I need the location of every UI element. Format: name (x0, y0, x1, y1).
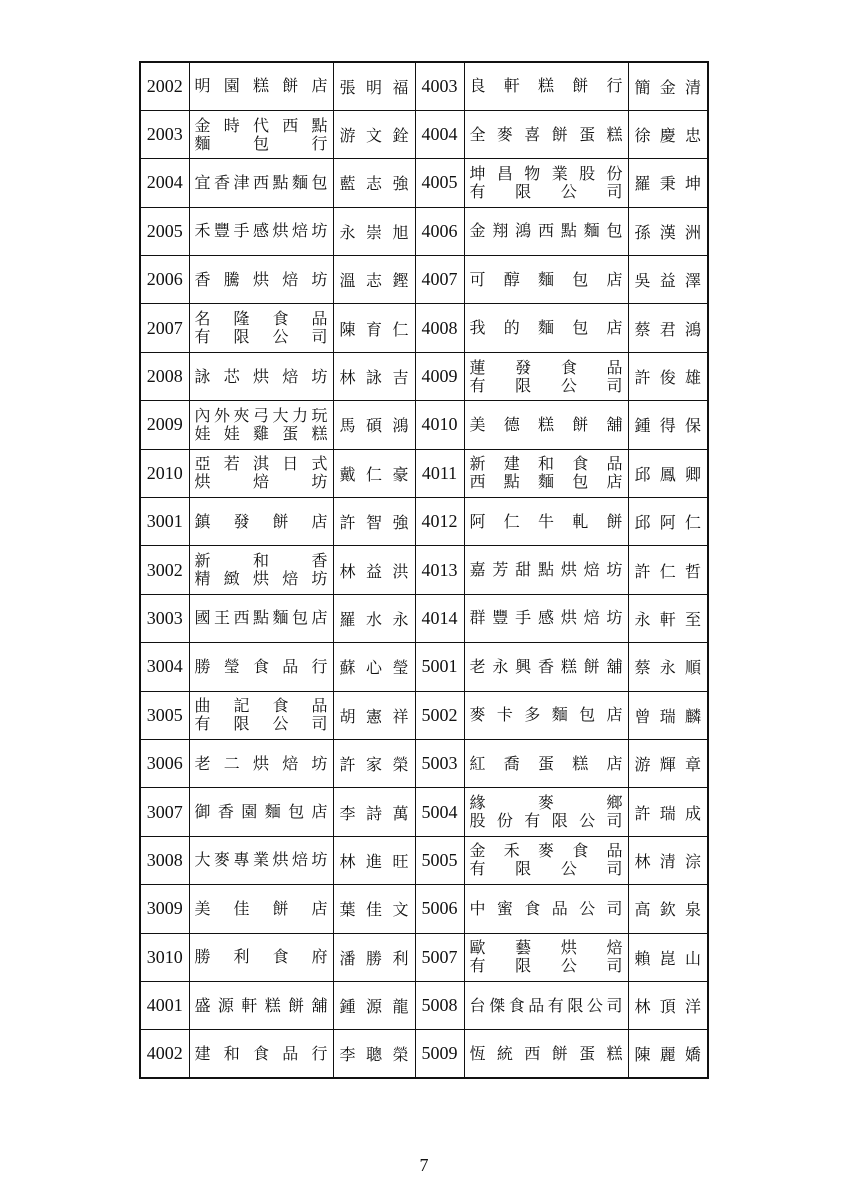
owner-name-cell: 馬碩鴻 (333, 401, 415, 449)
owner-name-cell: 游文銓 (333, 110, 415, 158)
table-row (140, 788, 708, 836)
shop-name-cell (464, 788, 628, 836)
table-row (140, 256, 708, 304)
shop-code-cell: 4011 (415, 449, 464, 497)
shop-name-line: 股份有限公司 (469, 811, 623, 831)
owner-name-cell: 溫志鏗 (333, 256, 415, 304)
shop-name-line: 建和食品行 (194, 1043, 328, 1063)
shop-name-line: 台傑食品有限公司 (469, 995, 623, 1015)
table-row (140, 594, 708, 642)
shop-name-line: 禾豐手感烘焙坊 (194, 221, 328, 241)
shop-name-line: 良軒糕餅行 (469, 76, 623, 96)
shop-name-line: 鎮發餅店 (194, 511, 328, 531)
shop-code-cell: 5004 (415, 788, 464, 836)
shop-name-cell (189, 304, 333, 352)
owner-name-cell: 陳育仁 (333, 304, 415, 352)
owner-name-cell: 葉佳文 (333, 885, 415, 933)
shop-name-line: 有限公司 (469, 859, 623, 879)
shop-name-line: 精緻烘焙坊 (194, 569, 328, 589)
owner-name-cell: 游輝章 (628, 739, 708, 787)
shop-name-line: 有限公司 (469, 375, 623, 395)
shop-name-line: 有限公司 (194, 714, 328, 734)
owner-name-cell: 永軒至 (628, 594, 708, 642)
shop-name-cell (464, 449, 628, 497)
shop-name-cell (464, 1030, 628, 1078)
table-row (140, 62, 708, 110)
shop-code-cell: 5008 (415, 981, 464, 1029)
shop-code-cell: 2002 (140, 62, 189, 110)
shop-name-cell (189, 981, 333, 1029)
owner-name-cell: 羅水永 (333, 594, 415, 642)
shop-name-line: 新建和食品 (469, 454, 623, 474)
shop-name-line: 美佳餅店 (194, 898, 328, 918)
table-row (140, 836, 708, 884)
shop-code-cell: 4006 (415, 207, 464, 255)
owner-name-cell: 許智強 (333, 498, 415, 546)
shop-code-cell: 5006 (415, 885, 464, 933)
shop-name-cell (464, 885, 628, 933)
shop-code-cell: 3008 (140, 836, 189, 884)
shop-name-cell (464, 62, 628, 110)
owner-name-cell: 孫漢洲 (628, 207, 708, 255)
shop-name-line: 中蜜食品公司 (469, 898, 623, 918)
owner-name-cell: 林清淙 (628, 836, 708, 884)
shop-name-line: 我的麵包店 (469, 318, 623, 338)
table-row (140, 449, 708, 497)
shop-code-cell: 2008 (140, 352, 189, 400)
shop-name-line: 大麥專業烘焙坊 (194, 850, 328, 870)
shop-code-cell: 2006 (140, 256, 189, 304)
shop-code-cell: 4010 (415, 401, 464, 449)
owner-name-cell: 林頂洋 (628, 981, 708, 1029)
shop-name-line: 亞若淇日式 (194, 454, 328, 474)
shop-code-cell: 5007 (415, 933, 464, 981)
shop-name-cell (189, 62, 333, 110)
shop-name-line: 勝瑩食品行 (194, 656, 328, 676)
owner-name-cell: 李詩萬 (333, 788, 415, 836)
shop-name-line: 烘焙坊 (194, 472, 328, 492)
shop-name-line: 宜香津西點麵包 (194, 172, 328, 192)
page-number: 7 (419, 1155, 429, 1175)
shop-code-cell: 4003 (415, 62, 464, 110)
shop-code-cell: 3004 (140, 643, 189, 691)
shop-name-cell (464, 836, 628, 884)
shop-code-cell: 4012 (415, 498, 464, 546)
shop-name-cell (464, 110, 628, 158)
shop-code-cell: 2009 (140, 401, 189, 449)
table-row (140, 159, 708, 207)
shop-name-line: 香騰烘焙坊 (194, 269, 328, 289)
shop-name-line: 可醇麵包店 (469, 269, 623, 289)
owner-name-cell: 許俊雄 (628, 352, 708, 400)
table-row (140, 885, 708, 933)
owner-name-cell: 邱鳳卿 (628, 449, 708, 497)
table-row (140, 110, 708, 158)
shop-code-cell: 3007 (140, 788, 189, 836)
shop-code-cell: 3001 (140, 498, 189, 546)
table-row (140, 304, 708, 352)
shop-name-line: 有限公司 (469, 956, 623, 976)
owner-name-cell: 林益洪 (333, 546, 415, 594)
shop-name-line: 阿仁牛軋餅 (469, 511, 623, 531)
shop-name-line: 蓮發食品 (469, 357, 623, 377)
shop-name-cell (464, 981, 628, 1029)
shop-name-cell (464, 207, 628, 255)
table-row (140, 739, 708, 787)
owner-name-cell: 藍志強 (333, 159, 415, 207)
shop-name-line: 有限公司 (194, 327, 328, 347)
shop-name-line: 新和香 (194, 551, 328, 571)
shop-name-line: 恆統西餅蛋糕 (469, 1043, 623, 1063)
table-row (140, 981, 708, 1029)
owner-name-cell: 胡憲祥 (333, 691, 415, 739)
shop-name-cell (189, 546, 333, 594)
shop-name-cell (189, 691, 333, 739)
shop-name-line: 內外夾弓大力玩 (194, 405, 328, 425)
shop-name-line: 坤昌物業股份 (469, 163, 623, 183)
shop-code-cell: 5005 (415, 836, 464, 884)
shop-name-cell (189, 352, 333, 400)
shop-name-cell (189, 110, 333, 158)
owner-name-cell: 徐慶忠 (628, 110, 708, 158)
shop-name-line: 麥卡多麵包店 (469, 705, 623, 725)
owner-name-cell: 高欽泉 (628, 885, 708, 933)
shop-name-cell (189, 159, 333, 207)
shop-name-line: 歐藝烘焙 (469, 938, 623, 958)
shop-name-cell (189, 594, 333, 642)
table-row (140, 352, 708, 400)
owner-name-cell: 潘勝利 (333, 933, 415, 981)
shop-name-line: 美德糕餅舖 (469, 414, 623, 434)
shop-name-cell (189, 449, 333, 497)
shop-code-cell: 3002 (140, 546, 189, 594)
shop-name-cell (189, 256, 333, 304)
shop-name-cell (464, 401, 628, 449)
shop-name-cell (464, 352, 628, 400)
shop-name-cell (189, 933, 333, 981)
shop-name-cell (189, 788, 333, 836)
shop-name-line: 有限公司 (469, 181, 623, 201)
shop-name-line: 老永興香糕餅舖 (469, 656, 623, 676)
table-row (140, 933, 708, 981)
shop-name-cell (189, 643, 333, 691)
owner-name-cell: 邱阿仁 (628, 498, 708, 546)
shop-name-line: 全麥喜餅蛋糕 (469, 124, 623, 144)
shop-name-cell (189, 836, 333, 884)
owner-name-cell: 簡金清 (628, 62, 708, 110)
owner-name-cell: 戴仁豪 (333, 449, 415, 497)
owner-name-cell: 蔡君鴻 (628, 304, 708, 352)
shop-name-cell (464, 159, 628, 207)
owner-name-cell: 李聰榮 (333, 1030, 415, 1078)
owner-name-cell: 蘇心瑩 (333, 643, 415, 691)
owner-name-cell: 吳益澤 (628, 256, 708, 304)
shop-name-line: 娃娃雞蛋糕 (194, 423, 328, 443)
shop-name-line: 明園糕餅店 (194, 76, 328, 96)
shop-code-cell: 2003 (140, 110, 189, 158)
owner-name-cell: 許仁哲 (628, 546, 708, 594)
shop-name-cell (189, 739, 333, 787)
shop-name-line: 金翔鴻西點麵包 (469, 221, 623, 241)
shop-code-cell: 4001 (140, 981, 189, 1029)
shop-name-cell (189, 885, 333, 933)
owner-name-cell: 賴崑山 (628, 933, 708, 981)
shop-name-line: 詠芯烘焙坊 (194, 366, 328, 386)
shop-name-cell (464, 643, 628, 691)
shop-code-cell: 4013 (415, 546, 464, 594)
owner-name-cell: 鍾得保 (628, 401, 708, 449)
owner-name-cell: 羅秉坤 (628, 159, 708, 207)
shop-code-cell: 5001 (415, 643, 464, 691)
table-body (140, 62, 708, 1078)
owner-name-cell: 永崇旭 (333, 207, 415, 255)
shop-name-cell (464, 594, 628, 642)
shop-name-line: 金時代西點 (194, 115, 328, 135)
shop-name-line: 麵包行 (194, 133, 328, 153)
shop-code-cell: 2005 (140, 207, 189, 255)
shop-code-cell: 3003 (140, 594, 189, 642)
owner-name-cell: 林進旺 (333, 836, 415, 884)
table-row (140, 498, 708, 546)
table-row (140, 1030, 708, 1078)
shop-name-cell (464, 739, 628, 787)
shop-code-cell: 5009 (415, 1030, 464, 1078)
owner-name-cell: 鍾源龍 (333, 981, 415, 1029)
shop-name-cell (189, 498, 333, 546)
shop-code-cell: 5003 (415, 739, 464, 787)
table-row (140, 401, 708, 449)
shop-code-cell: 4014 (415, 594, 464, 642)
shop-code-cell: 4007 (415, 256, 464, 304)
shop-code-cell: 2004 (140, 159, 189, 207)
shop-name-line: 金禾麥食品 (469, 841, 623, 861)
shop-name-cell (189, 1030, 333, 1078)
shop-name-line: 老二烘焙坊 (194, 753, 328, 773)
owner-name-cell: 張明福 (333, 62, 415, 110)
shop-code-cell: 3009 (140, 885, 189, 933)
shop-name-cell (464, 256, 628, 304)
table-row (140, 643, 708, 691)
shop-name-line: 西點麵包店 (469, 472, 623, 492)
shop-name-line: 御香園麵包店 (194, 802, 328, 822)
shop-name-line: 國王西點麵包店 (194, 608, 328, 628)
shop-code-cell: 4002 (140, 1030, 189, 1078)
shop-name-line: 嘉芳甜點烘焙坊 (469, 560, 623, 580)
shop-code-cell: 5002 (415, 691, 464, 739)
shop-name-cell (464, 933, 628, 981)
shop-name-cell (464, 546, 628, 594)
shop-name-line: 名隆食品 (194, 309, 328, 329)
shop-code-cell: 4005 (415, 159, 464, 207)
shop-name-line: 群豐手感烘焙坊 (469, 608, 623, 628)
shop-code-cell: 3010 (140, 933, 189, 981)
shop-name-line: 曲記食品 (194, 696, 328, 716)
owner-name-cell: 蔡永順 (628, 643, 708, 691)
shop-name-cell (464, 498, 628, 546)
owner-name-cell: 曾瑞麟 (628, 691, 708, 739)
shop-name-line: 紅喬蛋糕店 (469, 753, 623, 773)
shop-name-cell (464, 691, 628, 739)
table-row (140, 546, 708, 594)
table-row (140, 691, 708, 739)
shop-code-cell: 4009 (415, 352, 464, 400)
shop-name-line: 盛源軒糕餅舖 (194, 995, 328, 1015)
owner-name-cell: 陳麗嬌 (628, 1030, 708, 1078)
table-row (140, 207, 708, 255)
shop-code-cell: 2010 (140, 449, 189, 497)
shop-name-line: 勝利食府 (194, 947, 328, 967)
shop-name-cell (189, 207, 333, 255)
shop-code-cell: 4008 (415, 304, 464, 352)
shop-code-cell: 3005 (140, 691, 189, 739)
shop-code-cell: 3006 (140, 739, 189, 787)
shop-name-cell (464, 304, 628, 352)
shop-name-line: 緣麥鄉 (469, 793, 623, 813)
shop-code-cell: 4004 (415, 110, 464, 158)
shop-name-cell (189, 401, 333, 449)
owner-name-cell: 許瑞成 (628, 788, 708, 836)
bakery-registry-table (139, 61, 709, 1079)
owner-name-cell: 許家榮 (333, 739, 415, 787)
owner-name-cell: 林詠吉 (333, 352, 415, 400)
shop-code-cell: 2007 (140, 304, 189, 352)
